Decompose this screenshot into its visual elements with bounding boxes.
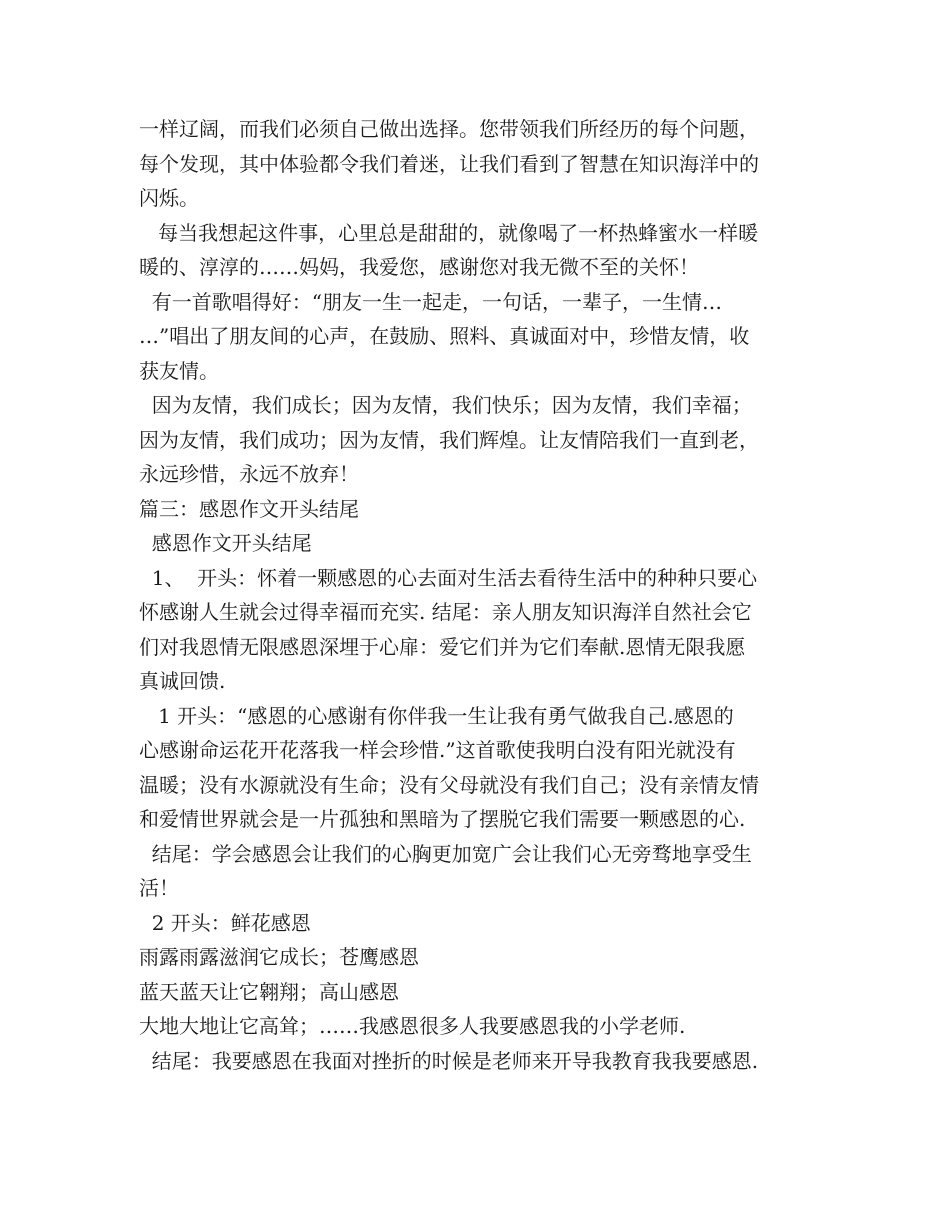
text-line: 每当我想起这件事，心里总是甜甜的，就像喝了一杯热蜂蜜水一样暖 bbox=[139, 220, 759, 245]
text-line: 真诚回馈. bbox=[139, 669, 226, 693]
section-subheading: 感恩作文开头结尾 bbox=[139, 531, 312, 555]
text-line: …”唱出了朋友间的心声，在鼓励、照料、真诚面对中，珍惜友情，收 bbox=[139, 324, 750, 348]
text-line: 暖的、淳淳的……妈妈，我爱您，感谢您对我无微不至的关怀！ bbox=[139, 255, 699, 279]
text-line: 永远珍惜，永远不放弃！ bbox=[139, 462, 359, 486]
section-heading: 篇三：感恩作文开头结尾 bbox=[139, 496, 359, 521]
text-line: 因为友情，我们成长；因为友情，我们快乐；因为友情，我们幸福； bbox=[139, 393, 752, 417]
text-line: 活！ bbox=[139, 876, 179, 900]
document-body bbox=[139, 112, 815, 1078]
text-line: 闪烁。 bbox=[139, 186, 199, 210]
text-line: 温暖；没有水源就没有生命；没有父母就没有我们自己；没有亲情友情 bbox=[139, 772, 759, 797]
text-line: 心感谢命运花开花落我一样会珍惜.”这首歌使我明白没有阳光就没有 bbox=[139, 738, 736, 762]
text-line: 怀感谢人生就会过得幸福而充实. 结尾：亲人朋友知识海洋自然社会它 bbox=[139, 600, 752, 624]
text-line: 们对我恩情无限感恩深埋于心扉：爱它们并为它们奉献.恩情无限我愿 bbox=[139, 634, 746, 659]
text-line: 一样辽阔，而我们必须自己做出选择。您带领我们所经历的每个问题， bbox=[139, 117, 759, 141]
text-line: 每个发现，其中体验都令我们着迷，让我们看到了智慧在知识海洋中的 bbox=[139, 151, 759, 176]
text-line: 1 开头：“感恩的心感谢有你伴我一生让我有勇气做我自己.感恩的 bbox=[139, 703, 734, 728]
text-line: 蓝天蓝天让它翱翔；高山感恩 bbox=[139, 979, 399, 1004]
text-line: 因为友情，我们成功；因为友情，我们辉煌。让友情陪我们一直到老， bbox=[139, 427, 759, 452]
text-line: 2 开头：鲜花感恩 bbox=[139, 910, 311, 935]
text-line: 雨露雨露滋润它成长；苍鹰感恩 bbox=[139, 945, 419, 969]
text-line: 大地大地让它高耸；……我感恩很多人我要感恩我的小学老师. bbox=[139, 1014, 686, 1038]
text-line: 有一首歌唱得好：“朋友一生一起走，一句话，一辈子，一生情… bbox=[139, 289, 722, 314]
text-line: 结尾：我要感恩在我面对挫折的时候是老师来开导我教育我我要感恩. bbox=[139, 1048, 759, 1073]
text-line: 结尾：学会感恩会让我们的心胸更加宽广会让我们心无旁骛地享受生 bbox=[139, 841, 752, 866]
text-line: 1、 开头：怀着一颗感恩的心去面对生活去看待生活中的种种只要心 bbox=[139, 565, 758, 590]
text-line: 获友情。 bbox=[139, 358, 219, 383]
text-line: 和爱情世界就会是一片孤独和黑暗为了摆脱它我们需要一颗感恩的心. bbox=[139, 807, 746, 831]
